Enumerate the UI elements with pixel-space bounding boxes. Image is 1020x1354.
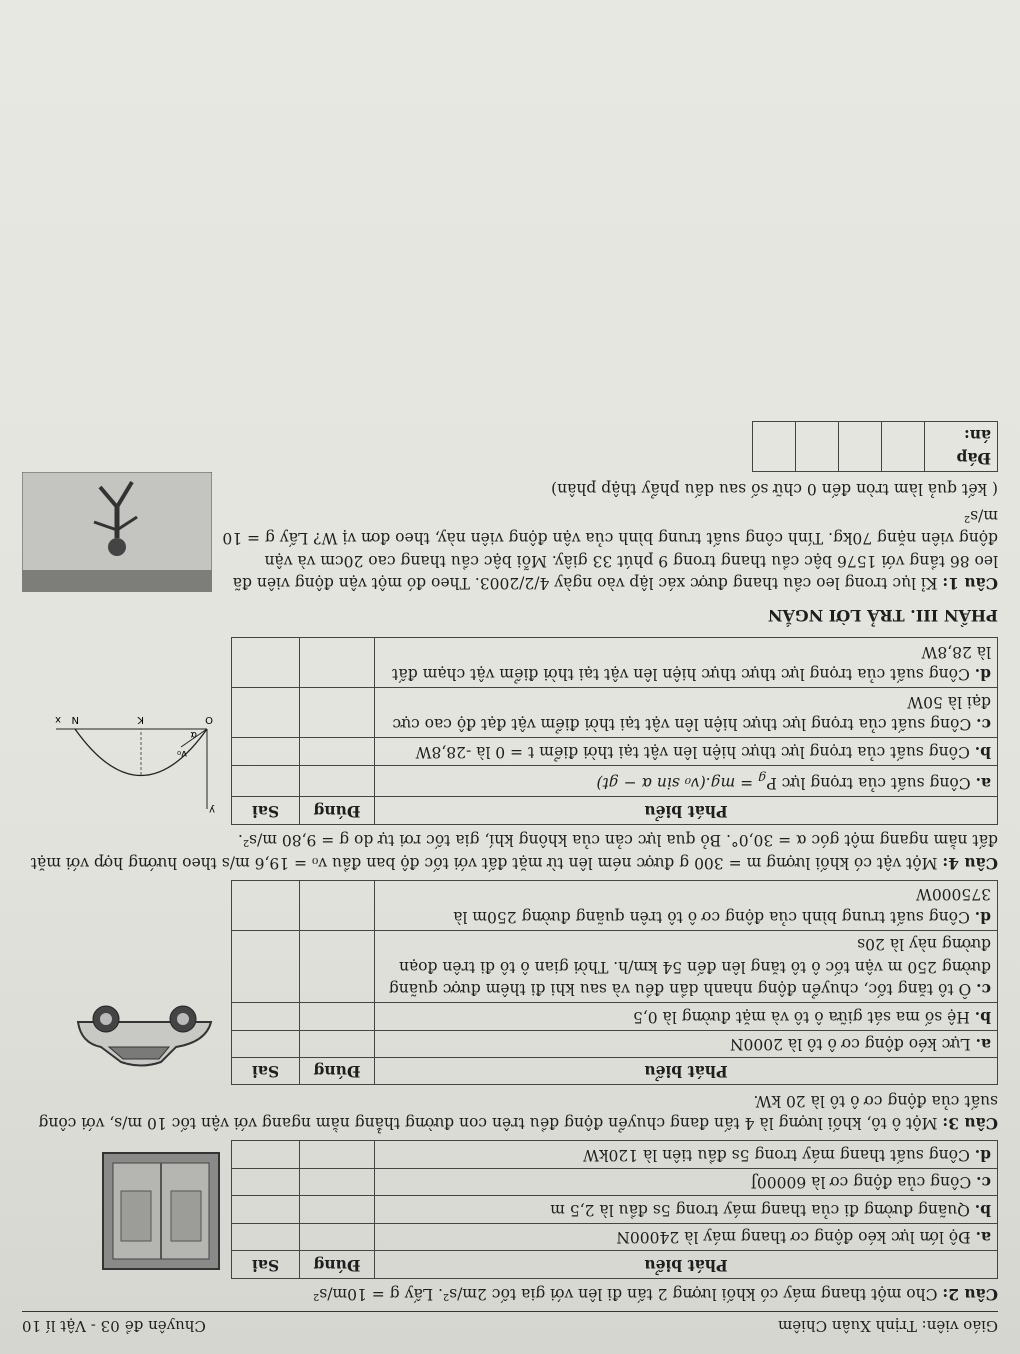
statement-cell <box>375 1141 998 1168</box>
true-cell[interactable] <box>300 1141 375 1168</box>
true-cell[interactable] <box>300 930 375 1002</box>
stair-climber-illustration <box>22 472 212 592</box>
statement-cell <box>375 638 998 688</box>
table-row <box>232 1196 998 1223</box>
false-cell[interactable] <box>232 930 300 1002</box>
question-3-table <box>231 880 998 1086</box>
statement-cell <box>375 1003 998 1030</box>
statement-text: Công suất của trọng lực thực hiện lên vật tại thời điểm vật đạt độ cao cực đại là 50W <box>392 692 991 734</box>
car-illustration <box>71 988 221 1078</box>
col-false: Sai <box>232 1058 300 1085</box>
question-4-title: Câu 4: <box>942 853 998 873</box>
statement-text: Độ lớn lực kéo động cơ thang máy là 24000N <box>616 1228 971 1247</box>
statement-label: d. <box>974 1145 991 1165</box>
question-2-text: Cho một thang máy có khối lượng 2 tấn đi lên với gia tốc 2m/s². Lấy g = 10m/s² <box>313 1285 938 1304</box>
car-photo <box>71 981 221 1077</box>
true-cell[interactable] <box>300 688 375 738</box>
statement-label: b. <box>974 742 991 762</box>
answer-row <box>753 421 998 471</box>
table-row <box>232 1030 998 1057</box>
statement-text: Công suất của trọng lực P <box>766 774 971 793</box>
false-cell[interactable] <box>232 765 300 797</box>
false-cell[interactable] <box>232 638 300 688</box>
statement-label: c. <box>976 715 991 735</box>
statement-cell <box>375 765 998 797</box>
trajectory-diagram <box>51 707 221 817</box>
true-cell[interactable] <box>300 765 375 797</box>
statement-cell <box>375 738 998 765</box>
elevator-photo <box>101 1144 221 1270</box>
statement-text: Công suất trung bình của động cơ ô tô trên quãng đường 250m là 375000W <box>453 885 991 926</box>
statement-label: d. <box>974 907 991 927</box>
statement-cell <box>375 1030 998 1057</box>
false-cell[interactable] <box>232 1168 300 1195</box>
part-3-question-1 <box>222 504 998 594</box>
statement-text: Công của động cơ là 60000J <box>750 1173 972 1192</box>
false-cell[interactable] <box>232 1196 300 1223</box>
statement-formula: = mg.(v₀ sin α − gt) <box>596 774 759 793</box>
question-3-text: Một ô tô, khối lượng là 4 tấn đang chuyển động đều trên con đường thẳng nằm ngang với vận tốc 10 m/s, với công suất của động cơ ô tô là 20 kW. <box>38 1091 998 1133</box>
part-3-title: PHẦN III. TRẢ LỜI NGẮN <box>767 606 998 626</box>
statement-subscript: g <box>758 770 767 786</box>
statement-text: Công suất của trọng lực thực hiện lên vật tại thời điểm t = 0 là -28,8W <box>415 742 970 761</box>
statement-text: Ô tô tăng tốc, chuyển động nhanh dần đều và sau khi đi thêm được quãng đường 250 m vận tốc ô tô tăng lên đến 54 km/h. Thời gian ô tô đi trên đoạn đường này là 20s <box>388 935 991 999</box>
part-3-block <box>22 421 998 600</box>
question-2-table <box>231 1140 998 1278</box>
question-3-block <box>22 880 998 1086</box>
statement-text: Quãng đường đi của thang máy trong 5s đầu là 2,5 m <box>550 1200 970 1219</box>
table-header-row <box>232 1058 998 1085</box>
label-o: O <box>205 713 213 725</box>
statement-label: b. <box>974 1200 991 1220</box>
false-cell[interactable] <box>232 688 300 738</box>
label-y: y <box>209 803 215 815</box>
label-v0: v₀ <box>177 747 187 759</box>
table-row <box>232 688 998 738</box>
part-3-question <box>222 421 998 600</box>
statement-label: a. <box>975 774 991 794</box>
statement-label: d. <box>974 665 991 685</box>
false-cell[interactable] <box>232 1003 300 1030</box>
statement-cell <box>375 930 998 1002</box>
table-row <box>232 765 998 797</box>
statement-cell <box>375 688 998 738</box>
statement-cell <box>375 1223 998 1250</box>
statement-cell <box>375 880 998 930</box>
label-alpha: α <box>190 728 197 740</box>
label-x: x <box>55 713 61 725</box>
part-3-q1-title: Câu 1: <box>942 573 998 593</box>
col-statement: Phát biểu <box>375 1058 998 1085</box>
answer-box[interactable] <box>796 421 839 471</box>
true-cell[interactable] <box>300 638 375 688</box>
true-cell[interactable] <box>300 1030 375 1057</box>
statement-text: Công suất thang máy trong 5s đầu tiên là 120kW <box>583 1145 970 1164</box>
statement-label: b. <box>974 1007 991 1027</box>
elevator-illustration <box>101 1151 221 1271</box>
page-header <box>22 1314 998 1336</box>
false-cell[interactable] <box>232 1030 300 1057</box>
page-content <box>22 421 998 1336</box>
col-statement: Phát biểu <box>375 1251 998 1278</box>
statement-cell <box>375 1168 998 1195</box>
col-true: Đúng <box>300 797 375 824</box>
answer-box[interactable] <box>839 421 882 471</box>
false-cell[interactable] <box>232 880 300 930</box>
question-4 <box>22 829 998 874</box>
table-row <box>232 638 998 688</box>
statement-text: Hệ số ma sát giữa ô tô và mặt đường là 0,5 <box>632 1007 970 1026</box>
answer-table <box>752 421 998 472</box>
question-3 <box>22 1090 998 1135</box>
true-cell[interactable] <box>300 1003 375 1030</box>
question-4-table <box>231 637 998 825</box>
table-row <box>232 1141 998 1168</box>
table-row <box>232 1003 998 1030</box>
true-cell[interactable] <box>300 1168 375 1195</box>
teacher-name: Giáo viên: Trịnh Xuân Chiêm <box>778 1317 998 1335</box>
statement-text: Lực kéo động cơ ô tô là 2000N <box>729 1035 971 1054</box>
statement-cell <box>375 1196 998 1223</box>
false-cell[interactable] <box>232 1223 300 1250</box>
col-true: Đúng <box>300 1251 375 1278</box>
rounding-note: ( kết quả làm tròn đến 0 chữ số sau dấu phẩy thập phân) <box>551 480 998 499</box>
answer-box[interactable] <box>882 421 925 471</box>
question-3-title: Câu 3: <box>942 1114 998 1134</box>
label-k: K <box>137 713 144 725</box>
statement-text: Công suất của trọng lực thực thực hiện lên vật tại thời điểm vật chạm đất là 28,8W <box>392 642 991 684</box>
statement-label: a. <box>975 1035 991 1055</box>
table-row <box>232 1223 998 1250</box>
true-cell[interactable] <box>300 880 375 930</box>
col-true: Đúng <box>300 1058 375 1085</box>
projectile-diagram <box>51 700 221 816</box>
true-cell[interactable] <box>300 1223 375 1250</box>
question-4-block <box>22 637 998 825</box>
stair-climber-photo <box>22 466 212 592</box>
header-rule <box>22 1311 998 1312</box>
false-cell[interactable] <box>232 738 300 765</box>
label-n: N <box>71 713 79 725</box>
col-statement: Phát biểu <box>375 797 998 824</box>
statement-label: c. <box>976 980 991 1000</box>
part-3-q1-text: Kỉ lục trong leo cầu thang được xác lập vào ngày 4/2/2003. Theo đó một vận động viên đã leo 86 tầng với 1576 bậc cầu thang trong 9 phút 33 giây. Mỗi bậc cầu thang cao 20cm và vận động viên nặng 70kg. Tính công suất trung bình của vận động viên này, theo đơn vị W? Lấy g = 10 m/s² <box>222 506 998 592</box>
false-cell[interactable] <box>232 1141 300 1168</box>
answer-label: Đáp án: <box>925 421 998 471</box>
col-false: Sai <box>232 797 300 824</box>
question-2 <box>22 1283 998 1305</box>
answer-box[interactable] <box>753 421 796 471</box>
table-row <box>232 930 998 1002</box>
col-false: Sai <box>232 1251 300 1278</box>
table-row <box>232 1168 998 1195</box>
table-header-row <box>232 1251 998 1278</box>
true-cell[interactable] <box>300 1196 375 1223</box>
true-cell[interactable] <box>300 738 375 765</box>
statement-label: a. <box>975 1228 991 1248</box>
question-2-block <box>22 1140 998 1278</box>
question-2-title: Câu 2: <box>942 1285 998 1305</box>
table-row <box>232 880 998 930</box>
table-header-row <box>232 797 998 824</box>
statement-label: c. <box>976 1173 991 1193</box>
topic-title: Chuyên đề 03 - Vật lí 10 <box>22 1317 206 1335</box>
question-4-text: Một vật có khối lượng m = 300 g được ném lên từ mặt đất với tốc độ ban đầu v₀ = 19,6 m/s theo hướng hợp với mặt đất nằm ngang một góc α = 30,0°. Bỏ qua lực cản của không khí, gia tốc rơi tự do g = 9,80 m/s². <box>30 831 998 872</box>
table-row <box>232 738 998 765</box>
